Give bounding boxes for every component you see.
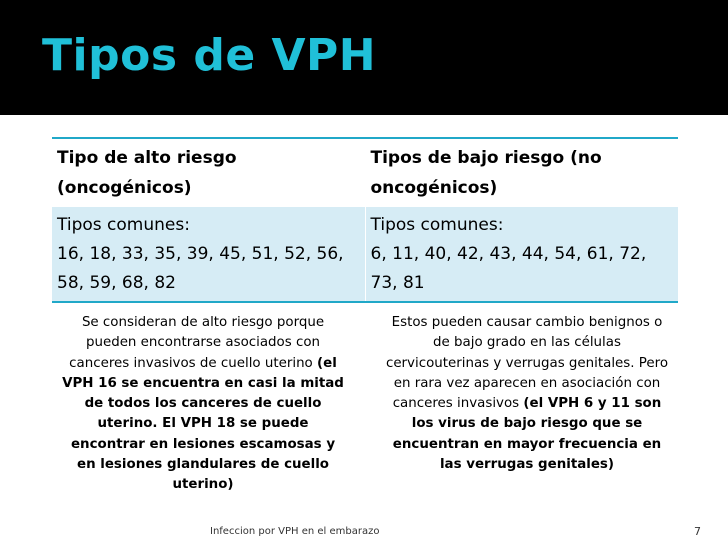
cell-high-risk-types xyxy=(52,207,365,303)
header-low-risk: Tipos de bajo riesgo (no oncogénicos) xyxy=(365,138,678,207)
hpv-types-table xyxy=(52,137,678,303)
low-risk-note-text: Estos pueden causar cambio benignos o de bajo grado en las células cervicouterinas y verrugas genitales. Pero en rara vez aparecen en asociación con canceres invasivos xyxy=(385,315,669,412)
slide-footer: Infeccion por VPH en el embarazo xyxy=(210,526,380,537)
high-risk-note-bold: (el VPH 16 se encuentra en casi la mitad de todos los canceres de cuello uterino. El VPH 18 se puede encontrar en lesiones escamosas y en lesiones glandulares de cuello uterino) xyxy=(62,355,344,493)
table-row xyxy=(52,207,678,303)
table-header-row xyxy=(52,138,678,207)
low-risk-note xyxy=(382,313,672,475)
low-risk-note-bold: (el VPH 6 y 11 son los virus de bajo riesgo que se encuentran en mayor frecuencia en las verrugas genitales) xyxy=(392,396,662,473)
high-risk-label: Tipos comunes: xyxy=(57,215,190,235)
low-risk-label: Tipos comunes: xyxy=(370,215,504,235)
cell-low-risk-types xyxy=(365,207,678,303)
high-risk-values: 16, 18, 33, 35, 39, 45, 51, 52, 56, 58, 59, 68, 82 xyxy=(57,244,344,293)
header-high-risk: Tipo de alto riesgo (oncogénicos) xyxy=(52,138,365,207)
high-risk-note-text: Se consideran de alto riesgo porque pueden encontrarse asociados con canceres invasivos de cuello uterino xyxy=(69,315,325,371)
page-number: 7 xyxy=(694,525,701,538)
slide-title: Tipos de VPH xyxy=(42,30,377,81)
high-risk-note xyxy=(62,313,344,496)
low-risk-values: 6, 11, 40, 42, 43, 44, 54, 61, 72, 73, 81 xyxy=(370,244,647,293)
title-bar xyxy=(0,0,728,115)
